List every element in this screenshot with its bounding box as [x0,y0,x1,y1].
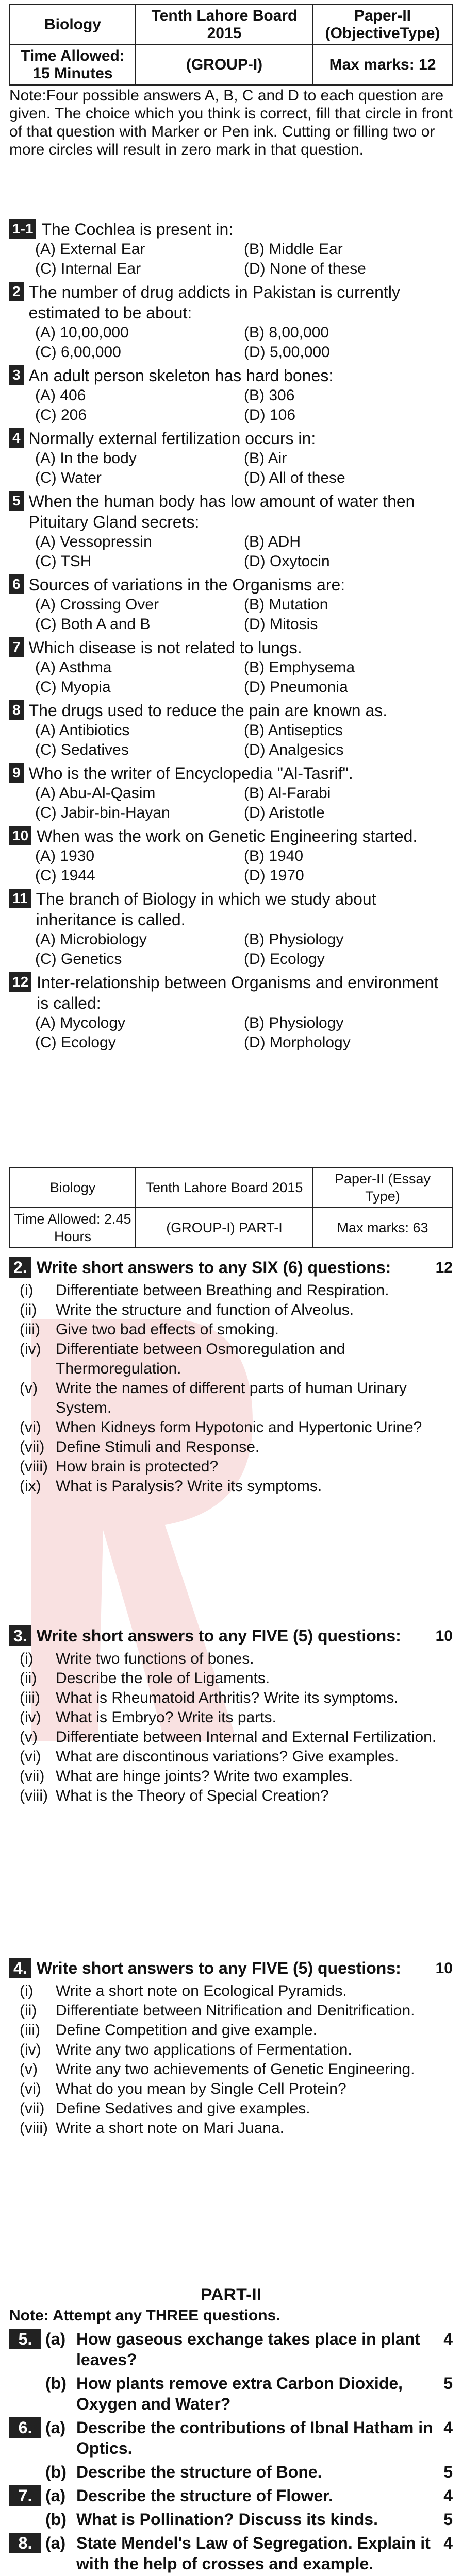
mcq-options [9,449,453,488]
question-4 [9,1958,453,2138]
mcq-question-row [9,219,453,240]
sub-question-text: What are hinge joints? Write two examples. [56,1768,353,1785]
mcq-number: 12 [9,972,31,992]
sub-question-number: (v) [20,1380,38,1397]
long-question-text: How plants remove extra Carbon Dioxide, Oxygen and Water? [76,2374,403,2413]
mcq-item [9,700,453,760]
long-question-marks: 4 [443,2534,453,2552]
long-question-part: (b) [45,2463,67,2481]
mcq-option: (C) TSH [35,553,92,570]
mcq-question-text: An adult person skeleton has hard bones: [28,366,334,385]
mcq-option: (C) 206 [35,406,87,423]
time-cell: Time Allowed: 2.45 Hours [10,1208,136,1248]
long-question-part: (a) [45,2418,66,2437]
long-question-text: Describe the contributions of Ibnal Hatham in Optics. [76,2418,433,2458]
mcq-option: (A) 1930 [35,848,95,865]
sub-question-number: (vi) [20,1419,41,1436]
sub-question-number: (iv) [20,2041,41,2058]
sub-question [9,1669,453,1688]
objective-header-table [9,4,453,86]
mcq-options [9,846,453,886]
long-question-number: 8. [9,2533,41,2553]
mcq-option: (D) Morphology [244,1034,351,1051]
sub-question-text: Differentiate between Breathing and Respiration. [56,1282,389,1299]
sub-question [9,1300,453,1320]
sub-question-number: (ix) [20,1478,41,1495]
mcq-number: 2 [9,282,24,301]
long-question-text: Describe the structure of Bone. [76,2463,322,2481]
sub-question-text: Describe the role of Ligaments. [56,1670,270,1687]
sub-question-text: What is the Theory of Special Creation? [56,1787,329,1804]
mcq-option: (B) Antiseptics [244,722,343,739]
mcq-number: 3 [9,365,24,385]
mcq-option: (D) All of these [244,469,345,486]
question-heading-text: Write short answers to any SIX (6) questions: [36,1258,391,1277]
mcq-question-text: The Cochlea is present in: [41,220,234,239]
sub-question [9,1767,453,1786]
sub-question-text: What is Embryo? Write its parts. [56,1709,276,1726]
sub-question [9,1747,453,1767]
mcq-item [9,282,453,362]
long-question-part: (a) [45,2534,66,2552]
sub-question-number: (viii) [20,2120,48,2137]
mcq-number: 4 [9,428,24,448]
sub-question-number: (viii) [20,1458,48,1475]
mcq-item [9,574,453,634]
time-cell: Time Allowed: 15 Minutes [10,45,136,85]
mcq-number: 11 [9,889,31,908]
mcq-option: (C) Water [35,469,102,486]
mcq-item [9,826,453,886]
question-number: 3. [9,1625,31,1646]
sub-question-text: Differentiate between Internal and External Fertilization. [56,1728,437,1745]
part2-title: PART-II [200,2285,262,2304]
mcq-question-text: The number of drug addicts in Pakistan is currently estimated to be about: [28,283,400,322]
mcq-option: (D) Ecology [244,951,325,968]
mcq-option: (C) Both A and B [35,616,151,633]
question-marks: 10 [435,1628,453,1645]
mcq-option: (A) Vessopressin [35,533,152,550]
mcq-option: (A) External Ear [35,241,145,258]
mcq-option: (D) Oxytocin [244,553,330,570]
group-cell: (GROUP-I) [136,45,313,85]
mcq-option: (B) 8,00,000 [244,324,329,341]
mcq-item [9,219,453,279]
sub-question [9,1418,453,1437]
sub-question [9,1981,453,2001]
sub-question [9,1437,453,1457]
mcq-option: (D) Aristotle [244,804,325,821]
long-question-number: 6. [9,2417,41,2438]
sub-question-list [9,1281,453,1496]
long-question-marks: 5 [443,2463,453,2481]
long-questions [9,2329,453,2576]
group-cell: (GROUP-I) PART-I [136,1208,313,1248]
mcq-option: (A) Mycology [35,1014,126,1031]
mcq-question-row [9,700,453,721]
mcq-question-text: Normally external fertilization occurs in: [28,429,316,448]
sub-question-text: Write two functions of bones. [56,1650,254,1667]
sub-question-text: Define Sedatives and give examples. [56,2100,310,2117]
mcq-option: (D) Pneumonia [244,679,348,696]
long-question-row [9,2329,453,2370]
long-question-part: (b) [45,2510,67,2529]
paper-cell: Paper-II (ObjectiveType) [313,5,452,45]
sub-question-text: Write a short note on Mari Juana. [56,2120,284,2137]
question-number: 2. [9,1257,31,1278]
mcq-options [9,784,453,823]
mcq-number: 10 [9,826,31,845]
mcq-option: (B) Physiology [244,931,344,948]
sub-question-number: (vii) [20,2100,45,2117]
mcq-question-row [9,889,453,930]
sub-question [9,1708,453,1727]
mcq-option: (A) In the body [35,450,137,467]
sub-question-text: Differentiate between Osmoregulation and Thermoregulation. [56,1341,345,1377]
mcq-item [9,972,453,1053]
mcq-option: (A) Crossing Over [35,596,159,613]
mcq-option: (A) 10,00,000 [35,324,129,341]
mcq-item [9,763,453,823]
sub-question [9,2060,453,2079]
part2-note: Note: Attempt any THREE questions. [9,2307,280,2324]
mcq-option: (D) 1970 [244,867,304,884]
sub-question-number: (iv) [20,1341,41,1358]
mcq-option: (A) Asthma [35,659,112,676]
mcq-options [9,930,453,969]
sub-question-text: How brain is protected? [56,1458,219,1475]
mcq-item [9,637,453,697]
sub-question-text: Define Competition and give example. [56,2022,317,2039]
long-question-text: Describe the structure of Flower. [76,2486,333,2505]
sub-question-text: What are discontinous variations? Give examples. [56,1748,399,1765]
mcq-question-text: The branch of Biology in which we study about inheritance is called. [36,890,376,929]
mcq-option: (D) Analgesics [244,741,344,758]
mcq-list [9,219,453,1056]
subject-cell: Biology [10,5,136,45]
mcq-item [9,889,453,969]
sub-question-text: When Kidneys form Hypotonic and Hypertonic Urine? [56,1419,422,1436]
section-heading [9,1625,453,1646]
long-question-marks: 4 [443,2418,453,2437]
mcq-question-text: When was the work on Genetic Engineering started. [37,827,418,845]
mcq-question-row [9,428,453,449]
sub-question-text: Write any two achievements of Genetic Engineering. [56,2061,415,2078]
sub-question-number: (i) [20,1982,34,1999]
question-3 [9,1625,453,1806]
mcq-question-text: Which disease is not related to lungs. [28,638,302,657]
mcq-options [9,595,453,634]
mcq-number: 7 [9,637,24,657]
section-heading [9,1958,453,1978]
mcq-option: (C) Internal Ear [35,260,141,277]
sub-question-number: (i) [20,1650,34,1667]
mcq-options [9,323,453,362]
mcq-option: (C) Genetics [35,951,122,968]
sub-question-number: (iv) [20,1709,41,1726]
sub-question-text: Give two bad effects of smoking. [56,1321,279,1338]
sub-question-number: (ii) [20,2002,37,2019]
sub-question [9,2021,453,2040]
mcq-option: (D) 5,00,000 [244,344,330,361]
sub-question [9,2079,453,2099]
sub-question-number: (vi) [20,1748,41,1765]
mcq-question-row [9,637,453,658]
mcq-option: (C) 1944 [35,867,95,884]
long-question-row [9,2417,453,2459]
sub-question-text: Differentiate between Nitrification and Denitrification. [56,2002,415,2019]
max-marks-cell: Max marks: 12 [313,45,452,85]
sub-question [9,2001,453,2021]
sub-question-text: Write any two applications of Fermentation. [56,2041,352,2058]
long-question-marks: 4 [443,2486,453,2505]
mcq-question-text: When the human body has low amount of water then Pituitary Gland secrets: [28,492,415,531]
sub-question-text: What is Paralysis? Write its symptoms. [56,1478,322,1495]
mcq-question-text: Sources of variations in the Organisms are: [28,575,345,594]
mcq-options [9,240,453,279]
mcq-item [9,491,453,571]
sub-question-text: Write the structure and function of Alveolus. [56,1301,354,1318]
long-question-row [9,2373,453,2414]
sub-question-number: (ii) [20,1301,37,1318]
mcq-question-row [9,365,453,386]
sub-question [9,1457,453,1477]
sub-question-number: (vii) [20,1768,45,1785]
mcq-option: (C) Ecology [35,1034,116,1051]
mcq-option: (B) Middle Ear [244,241,343,258]
mcq-option: (B) 306 [244,387,295,404]
sub-question-number: (iii) [20,2022,40,2039]
sub-question [9,2119,453,2138]
board-cell: Tenth Lahore Board 2015 [136,5,313,45]
sub-question [9,1320,453,1340]
long-question-text: What is Pollination? Discuss its kinds. [76,2510,378,2529]
mcq-option: (B) 1940 [244,848,304,865]
question-2 [9,1257,453,1496]
sub-question-text: Write the names of different parts of human Urinary System. [56,1380,407,1416]
paper-cell: Paper-II (Essay Type) [313,1167,452,1208]
sub-question-number: (v) [20,1728,38,1745]
mcq-number: 1-1 [9,219,36,239]
mcq-option: (A) Microbiology [35,931,147,948]
mcq-question-row [9,574,453,595]
question-marks: 10 [435,1960,453,1977]
mcq-option: (C) Jabir-bin-Hayan [35,804,170,821]
mcq-option: (A) Abu-Al-Qasim [35,785,156,802]
mcq-question-text: Who is the writer of Encyclopedia "Al-Tasrif". [28,764,353,783]
sub-question-number: (viii) [20,1787,48,1804]
sub-question [9,1727,453,1747]
mcq-question-row [9,282,453,323]
mcq-option: (D) 106 [244,406,296,423]
mcq-item [9,365,453,425]
max-marks-cell: Max marks: 63 [313,1208,452,1248]
long-question-part: (b) [45,2374,67,2393]
section-heading [9,1257,453,1278]
board-cell: Tenth Lahore Board 2015 [136,1167,313,1208]
mcq-option: (B) Mutation [244,596,328,613]
long-question-row [9,2462,453,2482]
mcq-option: (A) 406 [35,387,86,404]
sub-question-number: (vii) [20,1438,45,1455]
question-marks: 12 [435,1259,453,1276]
long-question-row [9,2533,453,2574]
long-question-row [9,2509,453,2530]
question-heading-text: Write short answers to any FIVE (5) questions: [36,1626,401,1645]
sub-question-text: Write a short note on Ecological Pyramids. [56,1982,347,1999]
sub-question-number: (i) [20,1282,34,1299]
mcq-options [9,1013,453,1053]
mcq-question-row [9,826,453,846]
mcq-question-text: Inter-relationship between Organisms and environment is called: [37,973,439,1012]
long-question-marks: 5 [443,2374,453,2393]
essay-header-table [9,1167,453,1248]
sub-question [9,1786,453,1806]
mcq-number: 8 [9,700,24,720]
long-question-part: (a) [45,2486,66,2505]
mcq-option: (D) None of these [244,260,366,277]
question-heading-text: Write short answers to any FIVE (5) questions: [36,1959,401,1977]
sub-question-text: Define Stimuli and Response. [56,1438,260,1455]
long-question-text: How gaseous exchange takes place in plant leaves? [76,2330,420,2369]
subject-cell: Biology [10,1167,136,1208]
mcq-number: 6 [9,574,24,594]
mcq-option: (B) Air [244,450,287,467]
sub-question-text: What do you mean by Single Cell Protein? [56,2080,346,2097]
sub-question-number: (v) [20,2061,38,2078]
mcq-options [9,721,453,760]
mcq-options [9,532,453,571]
sub-question-list [9,1649,453,1806]
long-question-row [9,2485,453,2506]
mcq-option: (B) Al-Farabi [244,785,331,802]
mcq-question-row [9,972,453,1013]
mcq-question-row [9,491,453,532]
mcq-question-text: The drugs used to reduce the pain are known as. [28,701,388,720]
sub-question-number: (iii) [20,1689,40,1706]
mcq-option: (B) ADH [244,533,301,550]
mcq-item [9,428,453,488]
sub-question-number: (vi) [20,2080,41,2097]
mcq-option: (C) Sedatives [35,741,129,758]
sub-question-number: (iii) [20,1321,40,1338]
mcq-options [9,386,453,425]
sub-question [9,2099,453,2119]
mcq-number: 9 [9,763,24,783]
mcq-options [9,658,453,697]
mcq-option: (C) Myopia [35,679,111,696]
mcq-option: (A) Antibiotics [35,722,130,739]
long-question-marks: 5 [443,2510,453,2529]
mcq-option: (C) 6,00,000 [35,344,121,361]
sub-question-number: (ii) [20,1670,37,1687]
sub-question [9,1340,453,1379]
mcq-option: (B) Physiology [244,1014,344,1031]
sub-question [9,1649,453,1669]
mcq-number: 5 [9,491,24,511]
sub-question [9,1379,453,1418]
mcq-option: (B) Emphysema [244,659,355,676]
sub-question [9,1281,453,1300]
long-question-text: State Mendel's Law of Segregation. Explain it with the help of crosses and example. [76,2534,431,2573]
objective-note: Note:Four possible answers A, B, C and D to each question are given. The choice which you think is correct, fill that circle in front of that question with Marker or Pen ink. Cutting or filling two or more circles will result in zero mark in that question. [9,87,453,158]
question-number: 4. [9,1958,31,1978]
mcq-option: (D) Mitosis [244,616,318,633]
sub-question [9,1477,453,1496]
sub-question-list [9,1981,453,2138]
long-question-number: 7. [9,2485,41,2506]
sub-question [9,2040,453,2060]
sub-question-text: What is Rheumatoid Arthritis? Write its symptoms. [56,1689,399,1706]
sub-question [9,1688,453,1708]
mcq-question-row [9,763,453,784]
long-question-number: 5. [9,2329,41,2349]
long-question-marks: 4 [443,2330,453,2348]
long-question-part: (a) [45,2330,66,2348]
